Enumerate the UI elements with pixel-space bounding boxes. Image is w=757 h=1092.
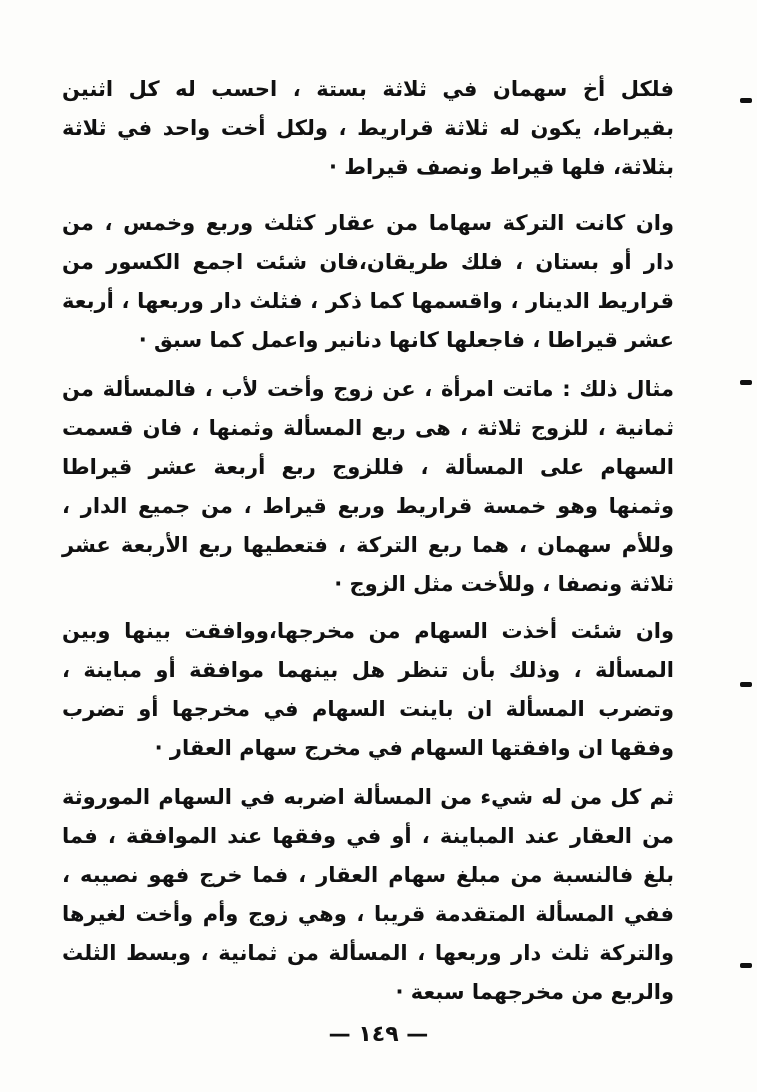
margin-mark [740,682,752,687]
paragraph-3: مثال ذلك : ماتت امرأة ، عن زوج وأخت لأب ، فالمسألة من ثمانية ، للزوج ثلاثة ، هى ربع المسألة وثمنها ، فان قسمت السهام على المسألة ، فللزوج ربع أربعة عشر قيراطا وثمنها وهو خمسة قراريط وربع قيراط ، من جميع الدار ، وللأم سهمان ، هما ربع التركة ، فتعطيها ربع الأربعة عشر ثلاثة ونصفا ، وللأخت مثل الزوج · [62,377,674,596]
paragraph-1: فلكل أخ سهمان في ثلاثة بستة ، احسب له كل اثنين بقيراط، يكون له ثلاثة قراريط ، ولكل أخت واحد في ثلاثة بثلاثة، فلها قيراط ونصف قيراط · [62,77,674,179]
paragraph-2: وان كانت التركة سهاما من عقار كثلث وربع وخمس ، من دار أو بستان ، فلك طريقان،فان شئت اجمع الكسور من قراريط الدينار ، واقسمها كما ذكر ، فثلث دار وربعها ، أربعة عشر قيراطا ، فاجعلها كانها دنانير واعمل كما سبق · [62,211,674,352]
margin-mark [740,963,752,968]
paragraph-4: وان شئت أخذت السهام من مخرجها،ووافقت بينها وبين المسألة ، وذلك بأن تنظر هل بينهما موافقة أو مباينة ، وتضرب المسألة ان باينت السهام في مخرجها أو تضرب وفقها ان وافقتها السهام في مخرج سهام العقار · [62,619,674,760]
margin-mark [740,98,752,103]
margin-mark [740,380,752,385]
page-number: — ١٤٩ — [328,1022,429,1047]
paragraph-5: ثم كل من له شيء من المسألة اضربه في السهام الموروثة من العقار عند المباينة ، أو في وفقها عند الموافقة ، فما بلغ فالنسبة من مبلغ سهام العقار ، فما خرج فهو نصيبه ، ففي المسألة المتقدمة قريبا ، وهي زوج وأم وأخت لغيرها والتركة ثلث دار وربعها ، المسألة من ثمانية ، وبسط الثلث والربع من مخرجهما سبعة · [62,785,674,1004]
